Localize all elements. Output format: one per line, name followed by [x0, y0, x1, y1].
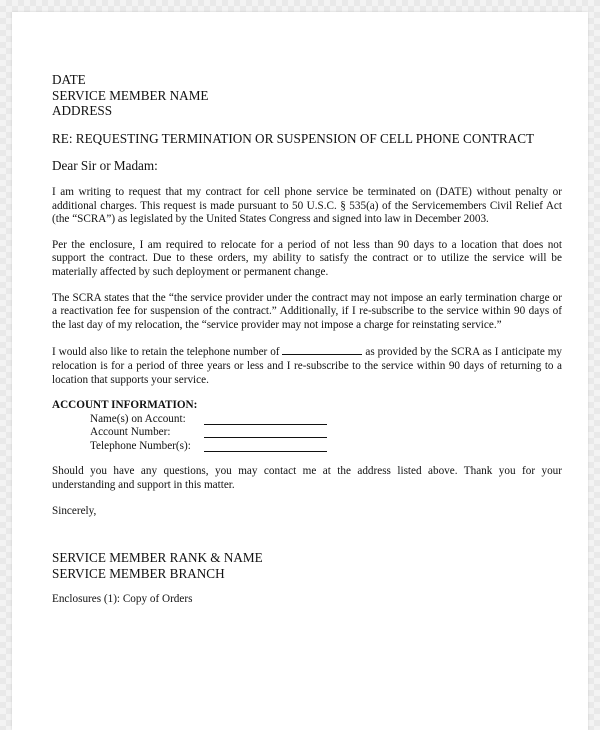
paragraph-request: I am writing to request that my contract for cell phone service be terminated on (DATE) without penalty or additional charges. This request is made pursuant to 50 U.S.C. § 535(a) of the Servicemembers Civil Relief Act (the “SCRA”) as legislated by the United States Congress and signed into law in December 2003. [52, 185, 562, 226]
signature-block [52, 550, 562, 581]
paragraph-scra: The SCRA states that the “the service provider under the contract may not impose an early termination charge or a reactivation fee for suspension of the contract.” Additionally, if I re-subscribe to the service within 90 days of the last day of my relocation, the “service provider may not impose a charge for reinstating service.” [52, 291, 562, 331]
account-field-label: Account Number: [90, 426, 171, 439]
date-line: DATE [52, 72, 86, 87]
retain-text-after: as provided by the SCRA as I anticipate my relocation is for a period of three years or less and I re-subscribe to the service within 90 days of returning to a location that supports your service. [52, 346, 563, 386]
paragraph-closing: Should you have any questions, you may contact me at the address listed above. Thank you for your understanding and support in this matter. [52, 465, 562, 492]
retain-text-before: I would also like to retain the telephone number of [52, 346, 280, 359]
account-field-row [90, 440, 562, 454]
telephone-numbers-blank[interactable] [204, 440, 327, 452]
document-page [12, 12, 588, 730]
letter-header [52, 72, 562, 119]
account-field-row [90, 413, 562, 427]
telephone-blank[interactable] [282, 344, 362, 355]
enclosures-line: Enclosures (1): Copy of Orders [52, 593, 193, 606]
subject-line: RE: REQUESTING TERMINATION OR SUSPENSION OF CELL PHONE CONTRACT [52, 130, 535, 146]
account-number-blank[interactable] [204, 426, 327, 438]
sign-off: Sincerely, [52, 504, 97, 517]
address-line: ADDRESS [52, 103, 113, 119]
account-field-label: Telephone Number(s): [90, 439, 191, 452]
account-field-label: Name(s) on Account: [90, 412, 186, 425]
paragraph-retain-number [52, 344, 562, 387]
names-on-account-blank[interactable] [204, 413, 327, 425]
signature-rank-name: SERVICE MEMBER RANK & NAME [52, 550, 263, 566]
signature-branch: SERVICE MEMBER BRANCH [52, 565, 225, 581]
account-info-heading: ACCOUNT INFORMATION: [52, 399, 198, 412]
recipient-name-line: SERVICE MEMBER NAME [52, 87, 209, 103]
letter-body [52, 72, 562, 607]
account-field-row [90, 426, 562, 440]
paragraph-relocation: Per the enclosure, I am required to relocate for a period of not less than 90 days to a location that does not support the contract. Due to these orders, my ability to satisfy the contract or to utilize the service will be materially affected by such deployment or permanent change. [52, 238, 562, 278]
salutation: Dear Sir or Madam: [52, 158, 158, 174]
